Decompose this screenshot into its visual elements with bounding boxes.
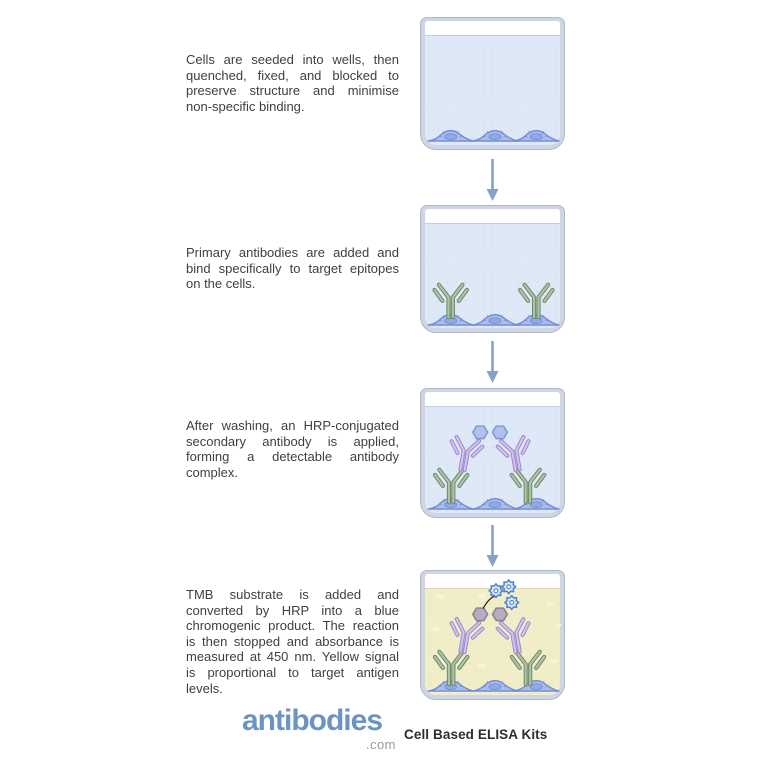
cell-icon [472,499,517,509]
cell-icon [514,131,559,141]
conversion-arrow-icon [483,596,495,608]
brand-name: antibodies [242,704,383,737]
brand-logo [242,706,398,754]
step-2-description: Primary antibodies are added and bind specifically to target epitopes on the cells. [186,245,399,292]
hrp-enzyme-icon [473,426,488,438]
primary-antibody-icon [434,285,466,317]
substrate-blob [432,627,440,632]
step-3-description: After washing, an HRP-conjugated secondary antibody is applied, forming a detectable antibody complex. [186,418,399,480]
well-step-1 [420,17,565,150]
well-illustration-4 [421,571,564,699]
hrp-enzyme-reacted-icon [473,608,488,620]
brand-tld: .com [365,737,396,752]
well-illustration-2 [421,206,564,332]
step-4-description: TMB substrate is added and converted by HRP into a blue chromogenic product. The reaction is then stopped and absorbance is measured at 450 nm. Yellow signal is proportional to target antigen levels. [186,587,399,696]
well-container [420,17,565,150]
cell-icon [514,315,559,325]
substrate-blob [478,593,487,598]
primary-antibody-icon [435,470,467,502]
tmb-product-icon [505,596,519,610]
well-container [420,205,565,333]
well-illustration-1 [421,18,564,149]
secondary-antibody-icon [497,618,533,654]
substrate-blob [437,594,445,599]
product-line-label: Cell Based ELISA Kits [404,727,548,742]
primary-antibody-icon [435,652,467,684]
down-arrow-icon [484,340,501,384]
cell-icon [428,315,473,325]
well-container [420,570,565,700]
step-1-description: Cells are seeded into wells, then quenched, fixed, and blocked to preserve structure and minimise non-specific binding. [186,52,399,114]
tmb-product-icon [489,584,503,598]
cell-icon [472,315,517,325]
well-step-3 [420,388,565,518]
well-container [420,388,565,518]
cell-icon [472,131,517,141]
substrate-blob [550,659,558,664]
primary-antibody-icon [512,652,544,684]
hrp-enzyme-reacted-icon [493,608,508,620]
primary-antibody-icon [520,285,552,317]
down-arrow-icon [484,158,501,202]
well-step-4 [420,570,565,700]
cell-icon [514,499,559,509]
well-illustration-3 [421,389,564,517]
hrp-enzyme-icon [493,426,508,438]
substrate-blob [546,601,554,606]
secondary-antibody-icon [447,618,483,654]
cell-icon [472,681,517,691]
primary-antibody-icon [512,470,544,502]
secondary-antibody-icon [497,436,533,472]
substrate-blob [478,663,487,668]
down-arrow-icon [484,524,501,568]
well-step-2 [420,205,565,333]
cell-icon [428,131,473,141]
tmb-product-icon [502,580,516,594]
cell-icon [514,681,559,691]
secondary-antibody-icon [447,436,483,472]
substrate-blob [555,623,562,627]
